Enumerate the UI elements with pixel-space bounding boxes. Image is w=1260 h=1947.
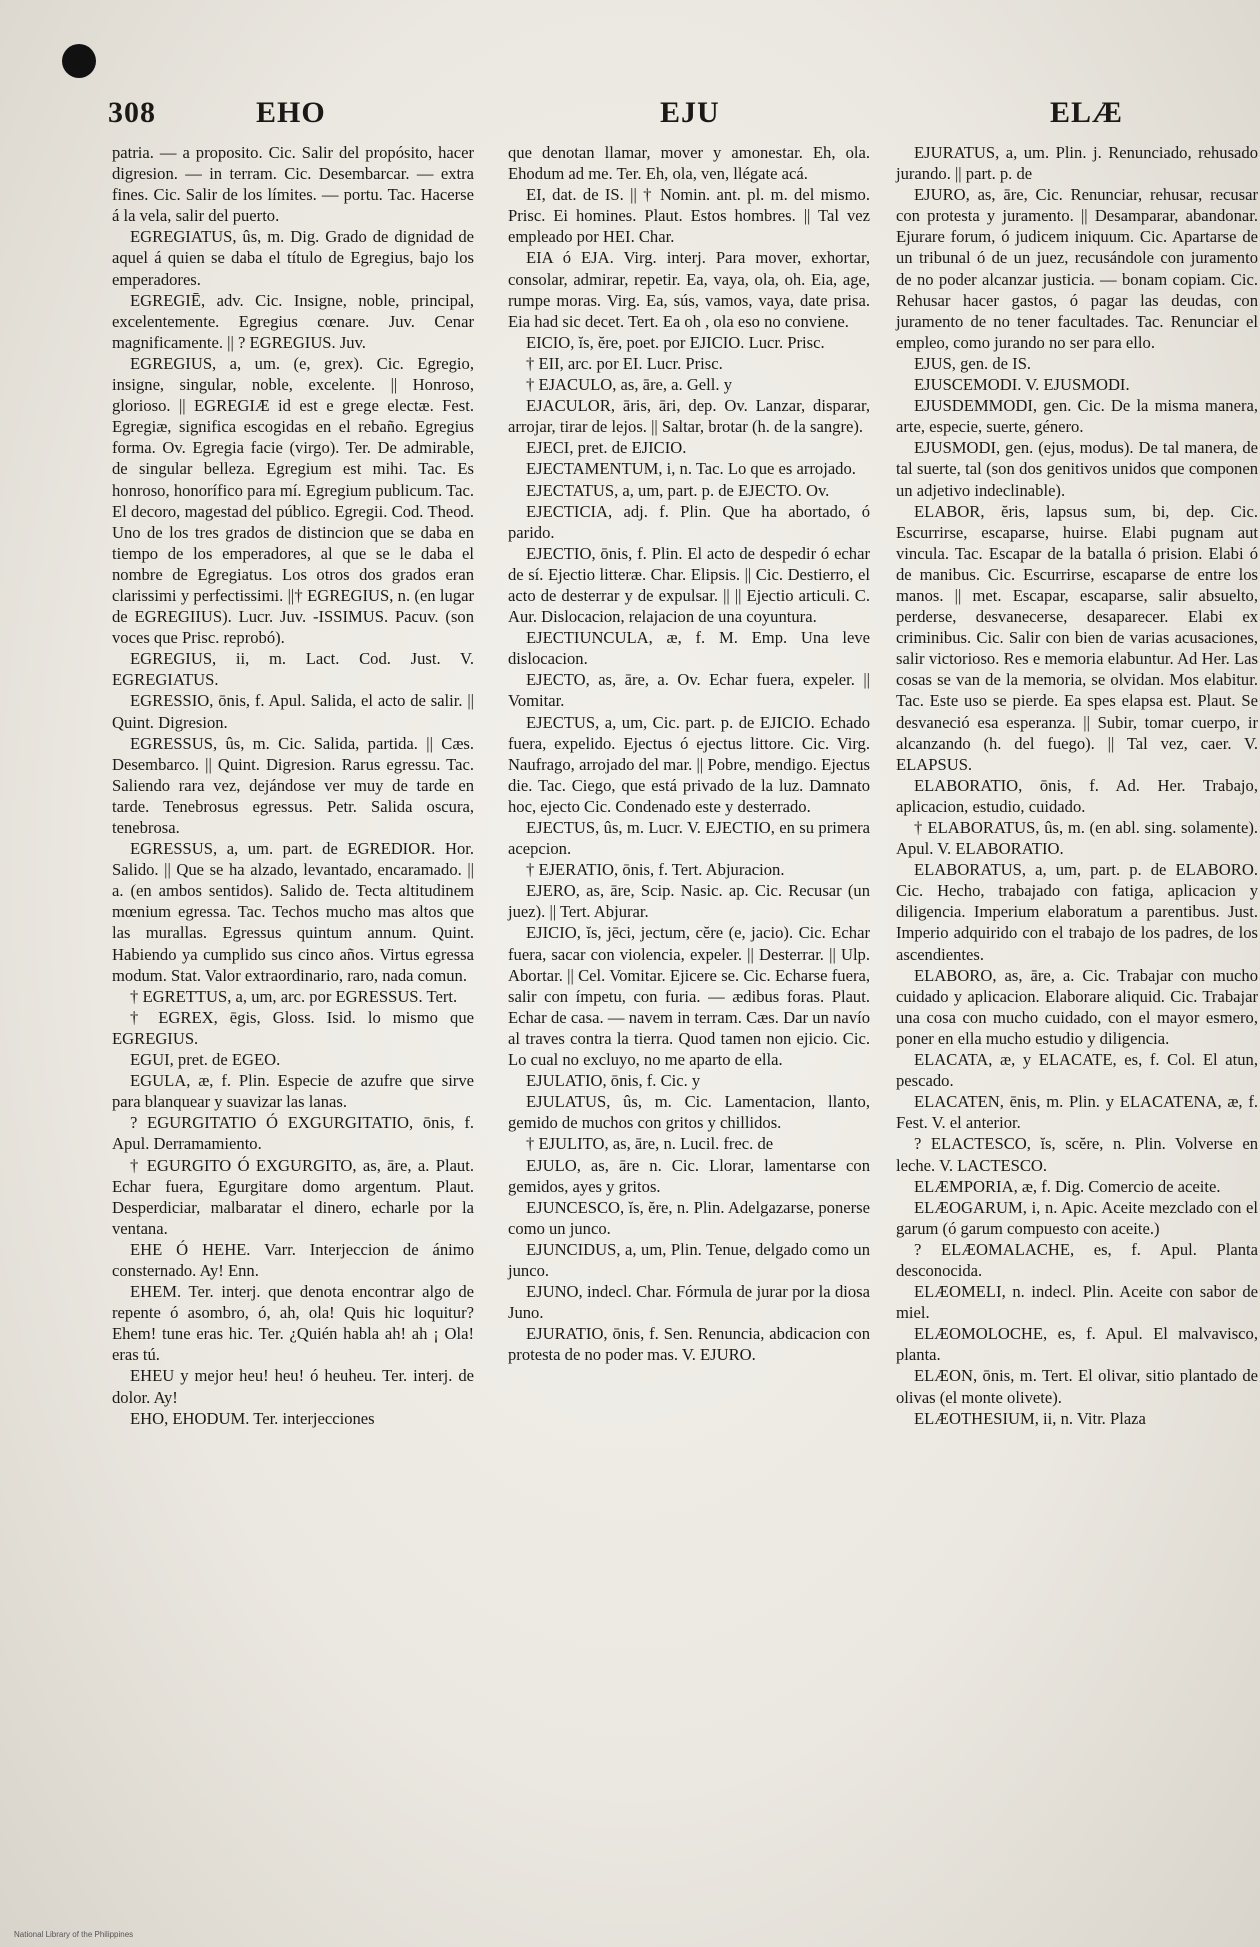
dictionary-entry: EJURATUS, a, um. Plin. j. Renunciado, rehusado jurando. || part. p. de <box>896 143 1258 184</box>
dictionary-entry: EJURO, as, āre, Cic. Renunciar, rehusar, recusar con protesta y juramento. || Desamparar, abandonar. Ejurare forum, ó judicem iniquum. Cic. Apartarse de un tribunal ó de un juez, recusándole con juramento de no poder alcanzar justicia. — bonam copiam. Cic. Rehusar hacer gastos, ó pagar las deudas, con juramento de no tener facultades. Tac. Renunciar el empleo, como jurando no ser para ello. <box>896 185 1258 352</box>
dictionary-entry: que denotan llamar, mover y amonestar. Eh, ola. Ehodum ad me. Ter. Eh, ola, ven, llégate acá. <box>508 143 870 184</box>
dictionary-entry: EJUNO, indecl. Char. Fórmula de jurar por la diosa Juno. <box>508 1282 870 1323</box>
dictionary-entry: EJERO, as, āre, Scip. Nasic. ap. Cic. Recusar (un juez). || Tert. Abjurar. <box>508 881 870 922</box>
column-2 <box>508 142 870 1365</box>
dictionary-entry: EJUSMODI, gen. (ejus, modus). De tal manera, de tal suerte, tal (son dos genitivos unidos que componen un adjetivo indeclinable). <box>896 438 1258 500</box>
dictionary-entry: † EGURGITO Ó EXGURGITO, as, āre, a. Plaut. Echar fuera, Egurgitare domo argentum. Plaut. Desperdiciar, malbaratar el dinero, echarle por la ventana. <box>112 1155 474 1238</box>
dictionary-entry: EGREGIUS, a, um. (e, grex). Cic. Egregio, insigne, singular, noble, excelente. || Honroso, glorioso. || EGREGIÆ id est e grege electæ. Fest. Egregiæ, significa escogidas en el rebaño. Egregius forma. Ov. Egregia facie (virgo). Ter. De admirable, de singular belleza. Egregium est mihi. Tac. Es honroso, honorífico para mí. Egregium publicum. Tac. El decoro, magestad del público. Egregii. Cod. Theod. Uno de los tres grados de distincion que se daba en tiempo de los emperadores, al que se le daba el nombre de Egregiatus. Los otros dos grados eran clarissimi y perfectissimi. ||† EGREGIUS, n. (en lugar de EGREGIIUS). Lucr. Juv. -ISSIMUS. Pacuv. (son voces que Prisc. reprobó). <box>112 353 474 648</box>
dictionary-entry: ELÆON, ōnis, m. Tert. El olivar, sitio plantado de olivas (el monte olivete). <box>896 1366 1258 1407</box>
dictionary-entry: EJULO, as, āre n. Cic. Llorar, lamentarse con gemidos, ayes y gritos. <box>508 1155 870 1196</box>
dictionary-entry: EJECTUS, a, um, Cic. part. p. de EJICIO. Echado fuera, expelido. Ejectus ó ejectus littore. Cic. Virg. Naufrago, arrojado del mar. || Pobre, mendigo. Ejectus die. Tac. Ciego, que está privado de la luz. Damnato hoc, ejecto Cic. Condenado este y desterrado. <box>508 712 870 816</box>
dictionary-entry: EJECTAMENTUM, i, n. Tac. Lo que es arrojado. <box>526 459 856 479</box>
dictionary-entry: EJUSDEMMODI, gen. Cic. De la misma manera, arte, especie, suerte, género. <box>896 396 1258 437</box>
dictionary-entry: ELABORO, as, āre, a. Cic. Trabajar con mucho cuidado y aplicacion. Elaborare aliquid. Cic. Trabajar una cosa con mucho cuidado, con el mayor esmero, poner en ella mucho estudio y diligencia. <box>896 965 1258 1048</box>
center-guide-word: EJU <box>660 96 720 129</box>
dictionary-entry: † EII, arc. por EI. Lucr. Prisc. <box>526 353 723 373</box>
dictionary-entry: EJUS, gen. de IS. <box>914 353 1032 373</box>
dictionary-entry: ELÆOMELI, n. indecl. Plin. Aceite con sabor de miel. <box>896 1282 1258 1323</box>
dictionary-entry: † EGRETTUS, a, um, arc. por EGRESSUS. Tert. <box>130 986 458 1006</box>
dictionary-entry: EJECTIUNCULA, æ, f. M. Emp. Una leve dislocacion. <box>508 628 870 669</box>
dictionary-entry: ELABORATIO, ōnis, f. Ad. Her. Trabajo, aplicacion, estudio, cuidado. <box>896 775 1258 816</box>
dictionary-entry: EJECTATUS, a, um, part. p. de EJECTO. Ov. <box>526 480 830 500</box>
dictionary-entry: ELÆOGARUM, i, n. Apic. Aceite mezclado con el garum (ó garum compuesto con aceite.) <box>896 1197 1258 1238</box>
ink-blot <box>62 44 96 78</box>
dictionary-entry: ELACATA, æ, y ELACATE, es, f. Col. El atun, pescado. <box>896 1050 1258 1091</box>
dictionary-entry: EJUNCESCO, ĭs, ĕre, n. Plin. Adelgazarse, ponerse como un junco. <box>508 1197 870 1238</box>
dictionary-entry: EI, dat. de IS. || † Nomin. ant. pl. m. del mismo. Prisc. Ei homines. Plaut. Estos hombres. || Tal vez empleado por HEI. Char. <box>508 185 870 247</box>
dictionary-entry: EJECI, pret. de EJICIO. <box>526 438 687 458</box>
dictionary-entry: EJECTUS, ûs, m. Lucr. V. EJECTIO, en su primera acepcion. <box>508 818 870 859</box>
dictionary-entry: EGREGIUS, ii, m. Lact. Cod. Just. V. EGREGIATUS. <box>112 649 474 690</box>
dictionary-entry: ELÆMPORIA, æ, f. Dig. Comercio de aceite. <box>914 1176 1221 1196</box>
dictionary-entry: EJECTIO, ōnis, f. Plin. El acto de despedir ó echar de sí. Ejectio litteræ. Char. Elipsis. || Cic. Destierro, el acto de desterrar y de expulsar. || || Ejectio articuli. C. Aur. Dislocacion, relajacion de una coyuntura. <box>508 543 870 627</box>
dictionary-entry: † ELABORATUS, ûs, m. (en abl. sing. solamente). Apul. V. ELABORATIO. <box>896 818 1258 859</box>
dictionary-entry: † EJERATIO, ōnis, f. Tert. Abjuracion. <box>526 860 785 880</box>
dictionary-entry: ELABOR, ĕris, lapsus sum, bi, dep. Cic. Escurrirse, escaparse, huirse. Elabi pugnam aut vincula. Tac. Escapar de la batalla ó prision. Elabi ó de manibus. Cic. Escurrirse, escaparse de entre los manos. || met. Escapar, escaparse, salir absuelto, perderse, desvanecerse, desaparecer. Elabi ex criminibus. Cic. Salir con bien de varias acusaciones, salir victorioso. Res e memoria elabuntur. Ad Her. Las cosas se van de la memoria, se olvidan. Mos elabitur. Tac. Este uso se pierde. Ea spes elapsa est. Plaut. Se desvaneció esa esperanza. || Subir, tomar cuerpo, ir alcanzando (h. del fuego). || Tal vez, caer. V. ELAPSUS. <box>896 501 1258 774</box>
dictionary-entry: EGREGIĒ, adv. Cic. Insigne, noble, principal, excelentemente. Egregius cœnare. Juv. Cenar magnificamente. || ? EGREGIUS. Juv. <box>112 290 474 352</box>
dictionary-entry: EJACULOR, āris, āri, dep. Ov. Lanzar, disparar, arrojar, tirar de lejos. || Saltar, brotar (h. de la sangre). <box>508 396 870 437</box>
column-3 <box>896 142 1258 1429</box>
dictionary-entry: EJUNCIDUS, a, um, Plin. Tenue, delgado como un junco. <box>508 1239 870 1280</box>
dictionary-entry: EJECTO, as, āre, a. Ov. Echar fuera, expeler. || Vomitar. <box>508 670 870 711</box>
dictionary-entry: EJURATIO, ōnis, f. Sen. Renuncia, abdicacion con protesta de no poder mas. V. EJURO. <box>508 1324 870 1365</box>
dictionary-entry: ELÆOMOLOCHE, es, f. Apul. El malvavisco, planta. <box>896 1324 1258 1365</box>
dictionary-entry: EGREGIATUS, ûs, m. Dig. Grado de dignidad de aquel á quien se daba el título de Egregius, bajo los emperadores. <box>112 227 474 289</box>
dictionary-entry: EHEU y mejor heu! heu! ó heuheu. Ter. interj. de dolor. Ay! <box>112 1366 474 1407</box>
dictionary-entry: EIA ó EJA. Virg. interj. Para mover, exhortar, consolar, admirar, repetir. Ea, vaya, ola, oh. Eia, age, rumpe moras. Virg. Ea, sús, vamos, vaya, date prisa. Eia had sic decet. Tert. Ea oh , ola eso no conviene. <box>508 248 870 331</box>
dictionary-entry: EGUI, pret. de EGEO. <box>130 1050 281 1070</box>
dictionary-entry: ? EGURGITATIO Ó EXGURGITATIO, ōnis, f. Apul. Derramamiento. <box>112 1113 474 1154</box>
page-number: 308 <box>108 96 156 129</box>
dictionary-entry: ELABORATUS, a, um, part. p. de ELABORO. Cic. Hecho, trabajado con fatiga, aplicacion y diligencia. Imperium elaboratum a parentibus. Just. Imperio adquirido con el trabajo de los padres, de los ascendientes. <box>896 860 1258 964</box>
dictionary-entry: EJECTICIA, adj. f. Plin. Que ha abortado, ó parido. <box>508 501 870 542</box>
dictionary-entry: EJICIO, ĭs, jēci, jectum, cĕre (e, jacio). Cic. Echar fuera, sacar con violencia, expeler. || Desterrar. || Ulp. Abortar. || Cel. Vomitar. Ejicere se. Cic. Echarse fuera, salir con ímpetu, con furia. — ædibus foras. Plaut. Echar de casa. — navem in terram. Cæs. Dar un navío al traves contra la tierra. Quod tamen non ejicio. Cic. Lo cual no excluyo, no me aparto de ella. <box>508 923 870 1070</box>
dictionary-entry: EJUSCEMODI. V. EJUSMODI. <box>914 375 1130 395</box>
dictionary-entry: † EGREX, ēgis, Gloss. Isid. lo mismo que EGREGIUS. <box>112 1007 474 1048</box>
dictionary-entry: † EJACULO, as, āre, a. Gell. y <box>526 375 732 395</box>
dictionary-entry: patria. — a proposito. Cic. Salir del propósito, hacer digresion. — in terram. Cic. Desembarcar. — extra fines. Cic. Salir de los límites. — portu. Tac. Hacerse á la vela, salir del puerto. <box>112 143 474 226</box>
dictionary-entry: EJULATIO, ōnis, f. Cic. y <box>526 1071 701 1091</box>
dictionary-entry: ELÆOTHESIUM, ii, n. Vitr. Plaza <box>914 1408 1146 1428</box>
dictionary-entry: ELACATEN, ēnis, m. Plin. y ELACATENA, æ, f. Fest. V. el anterior. <box>896 1092 1258 1133</box>
dictionary-entry: EGRESSIO, ōnis, f. Apul. Salida, el acto de salir. || Quint. Digresion. <box>112 691 474 732</box>
dictionary-entry: EICIO, ĭs, ĕre, poet. por EJICIO. Lucr. Prisc. <box>526 332 825 352</box>
dictionary-entry: EGRESSUS, ûs, m. Cic. Salida, partida. || Cæs. Desembarco. || Quint. Digresion. Rarus egressu. Tac. Saliendo rara vez, dejándose ver muy de tarde en tarde. Tenebrosus egressus. Petr. Salida oscura, tenebrosa. <box>112 733 474 837</box>
dictionary-entry: EJULATUS, ûs, m. Cic. Lamentacion, llanto, gemido de muchos con gritos y chillidos. <box>508 1092 870 1133</box>
dictionary-entry: EHE Ó HEHE. Varr. Interjeccion de ánimo consternado. Ay! Enn. <box>112 1239 474 1280</box>
dictionary-entry: EHEM. Ter. interj. que denota encontrar algo de repente ó asombro, ó, ah, ola! Quis hic loquitur? Ehem! tune eras hic. Ter. ¿Quién habla ah! ah ¡ Ola! eras tú. <box>112 1282 474 1365</box>
footer-credit: National Library of the Philippines <box>14 1930 134 1939</box>
left-guide-word: EHO <box>256 96 326 129</box>
dictionary-entry: EGULA, æ, f. Plin. Especie de azufre que sirve para blanquear y suavizar las lanas. <box>112 1071 474 1112</box>
dictionary-entry: EGRESSUS, a, um. part. de EGREDIOR. Hor. Salido. || Que se ha alzado, levantado, encaramado. || a. (en ambos sentidos). Salido de. Tecta altitudinem mœnium egressa. Tac. Techos mucho mas altos que las murallas. Egressus quintum annum. Quint. Habiendo ya cumplido sus cinco años. Virtus egressa modum. Stat. Valor extraordinario, raro, nada comun. <box>112 839 474 985</box>
dictionary-entry: † EJULITO, as, āre, n. Lucil. frec. de <box>526 1134 774 1154</box>
dictionary-entry: EHO, EHODUM. Ter. interjecciones <box>130 1408 375 1428</box>
dictionary-entry: ? ELACTESCO, ĭs, scĕre, n. Plin. Volverse en leche. V. LACTESCO. <box>896 1134 1258 1175</box>
right-guide-word: ELÆ <box>1050 96 1124 129</box>
column-1 <box>112 142 474 1429</box>
dictionary-entry: ? ELÆOMALACHE, es, f. Apul. Planta desconocida. <box>896 1239 1258 1280</box>
